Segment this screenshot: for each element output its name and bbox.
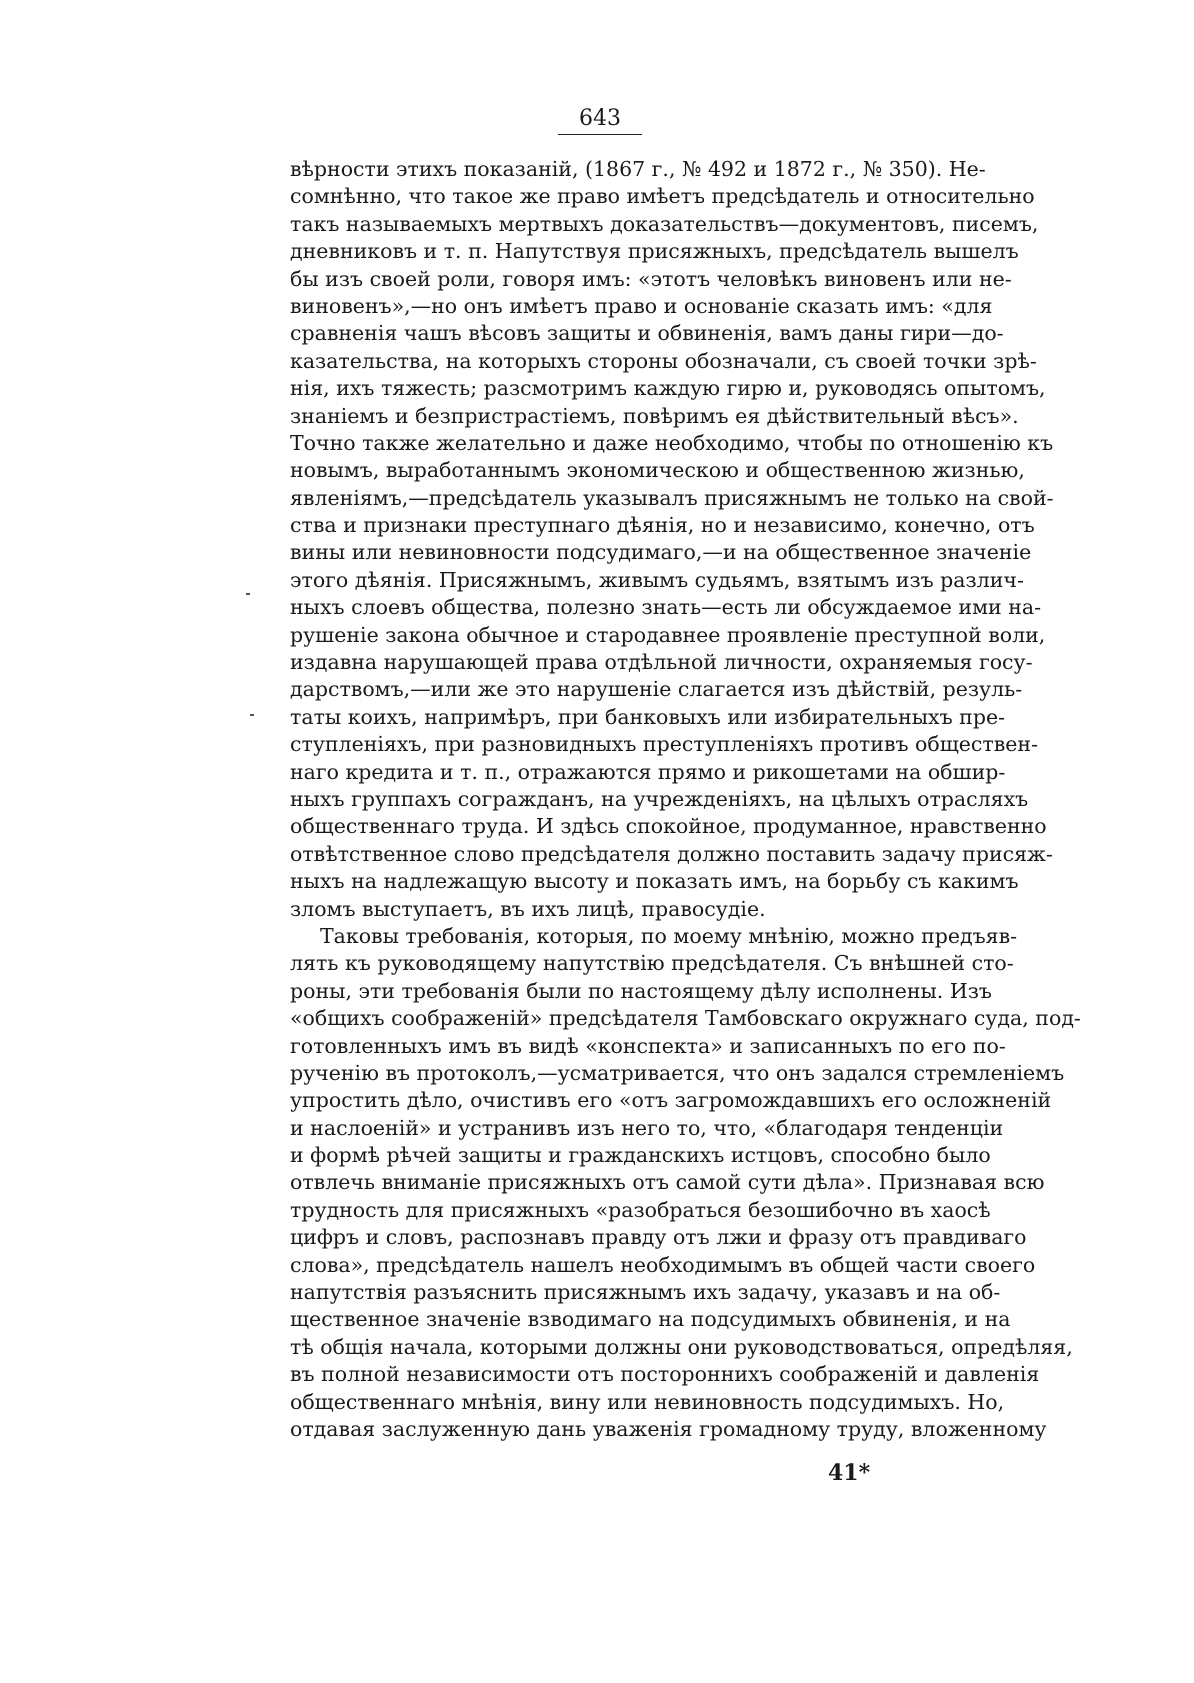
text-line: лять къ руководящему напутствію предсѣдателя. Съ внѣшней сто-	[290, 951, 1014, 976]
body-text	[290, 156, 1081, 1443]
text-line: бы изъ своей роли, говоря имъ: «этотъ человѣкъ виновенъ или не-	[290, 266, 1012, 291]
text-line: общественнаго мнѣнія, вину или невиновность подсудимыхъ. Но,	[290, 1389, 1005, 1414]
text-line: ступленіяхъ, при разновидныхъ преступленіяхъ противъ обществен-	[290, 732, 1038, 757]
text-line: вѣрности этихъ показаній, (1867 г., № 492 и 1872 г., № 350). Не-	[290, 157, 986, 181]
text-line: ныхъ слоевъ общества, полезно знать—есть ли обсуждаемое ими на-	[290, 595, 1042, 620]
text-line: рушеніе закона обычное и стародавнее проявленіе преступной воли,	[290, 622, 1046, 647]
text-line: этого дѣянія. Присяжнымъ, живымъ судьямъ, взятымъ изъ различ-	[290, 567, 1024, 592]
text-line: казательства, на которыхъ стороны обозначали, съ своей точки зрѣ-	[290, 348, 1037, 373]
text-line: Точно также желательно и даже необходимо, чтобы по отношенію къ	[290, 430, 1054, 455]
text-line: «общихъ соображеній» предсѣдателя Тамбовскаго окружнаго суда, под-	[290, 1006, 1081, 1031]
text-line: сомнѣнно, что такое же право имѣетъ предсѣдатель и относительно	[290, 184, 1035, 209]
text-line: дневниковъ и т. п. Напутствуя присяжныхъ, предсѣдатель вышелъ	[290, 239, 1019, 264]
text-line: въ полной независимости отъ постороннихъ соображеній и давленія	[290, 1362, 1040, 1387]
text-line: отдавая заслуженную дань уваженія громадному труду, вложенному	[290, 1416, 1047, 1441]
text-line: зломъ выступаетъ, въ ихъ лицѣ, правосудіе.	[290, 896, 766, 921]
paragraph	[290, 156, 1054, 923]
text-line: цифръ и словъ, распознавъ правду отъ лжи и фразу отъ правдиваго	[290, 1225, 1027, 1250]
text-line: ства и признаки преступнаго дѣянія, но и независимо, конечно, отъ	[290, 513, 1035, 538]
text-line: наго кредита и т. п., отражаются прямо и рикошетами на обшир-	[290, 759, 1006, 784]
text-line: и наслоеній» и устранивъ изъ него то, что, «благодаря тенденціи	[290, 1115, 1004, 1140]
text-line: общественнаго труда. И здѣсь спокойное, продуманное, нравственно	[290, 814, 1047, 839]
page-number: 643	[579, 106, 621, 131]
paragraph	[290, 923, 1081, 1443]
text-line: виновенъ»,—но онъ имѣетъ право и основаніе сказать имъ: «для	[290, 293, 993, 318]
text-line: упростить дѣло, очистивъ его «отъ загромождавшихъ его осложненій	[290, 1088, 1052, 1113]
printer-signature-mark: 41*	[828, 1460, 871, 1486]
margin-mark	[246, 593, 250, 595]
text-line: новымъ, выработаннымъ экономическою и общественною жизнью,	[290, 458, 1025, 483]
text-line: вины или невиновности подсудимаго,—и на общественное значеніе	[290, 540, 1032, 565]
text-line: Таковы требованія, которыя, по моему мнѣнію, можно предъяв-	[320, 923, 1018, 948]
text-line: слова», предсѣдатель нашелъ необходимымъ въ общей части своего	[290, 1252, 1036, 1277]
text-line: отвѣтственное слово предсѣдателя должно поставить задачу присяж-	[290, 841, 1053, 866]
text-line: тѣ общія начала, которыми должны они руководствоваться, опредѣляя,	[290, 1334, 1073, 1359]
text-line: явленіямъ,—предсѣдатель указывалъ присяжнымъ не только на свой-	[290, 485, 1054, 510]
text-line: дарствомъ,—или же это нарушеніе слагается изъ дѣйствій, резуль-	[290, 677, 1023, 702]
text-line: готовленныхъ имъ въ видѣ «конспекта» и записанныхъ по его по-	[290, 1033, 1006, 1058]
text-line: ныхъ на надлежащую высоту и показать имъ, на борьбу съ какимъ	[290, 869, 1019, 894]
text-line: роны, эти требованія были по настоящему дѣлу исполнены. Изъ	[290, 978, 992, 1003]
text-line: знаніемъ и безпристрастіемъ, повѣримъ ея дѣйствительный вѣсъ».	[290, 403, 1019, 428]
text-line: напутствія разъяснить присяжнымъ ихъ задачу, указавъ и на об-	[290, 1280, 1001, 1305]
text-line: трудность для присяжныхъ «разобраться безошибочно въ хаосѣ	[290, 1197, 991, 1222]
text-line: отвлечь вниманіе присяжныхъ отъ самой сути дѣла». Признавая всю	[290, 1170, 1045, 1195]
margin-mark	[250, 714, 254, 716]
page-number-rule	[558, 134, 642, 135]
text-line: ныхъ группахъ согражданъ, на учрежденіяхъ, на цѣлыхъ отрасляхъ	[290, 786, 1029, 811]
text-line: такъ называемыхъ мертвыхъ доказательствъ—документовъ, писемъ,	[290, 211, 1039, 236]
text-line: рученію въ протоколъ,—усматривается, что онъ задался стремленіемъ	[290, 1060, 1065, 1085]
text-line: и формѣ рѣчей защиты и гражданскихъ истцовъ, способно было	[290, 1143, 991, 1168]
text-line: щественное значеніе взводимаго на подсудимыхъ обвиненія, и на	[290, 1307, 1011, 1332]
text-line: таты коихъ, напримѣръ, при банковыхъ или избирательныхъ пре-	[290, 704, 1006, 729]
text-line: нія, ихъ тяжесть; разсмотримъ каждую гирю и, руководясь опытомъ,	[290, 376, 1046, 401]
text-line: издавна нарушающей права отдѣльной личности, охраняемыя госу-	[290, 650, 1033, 675]
text-line: сравненія чашъ вѣсовъ защиты и обвиненія, вамъ даны гири—до-	[290, 321, 1004, 346]
